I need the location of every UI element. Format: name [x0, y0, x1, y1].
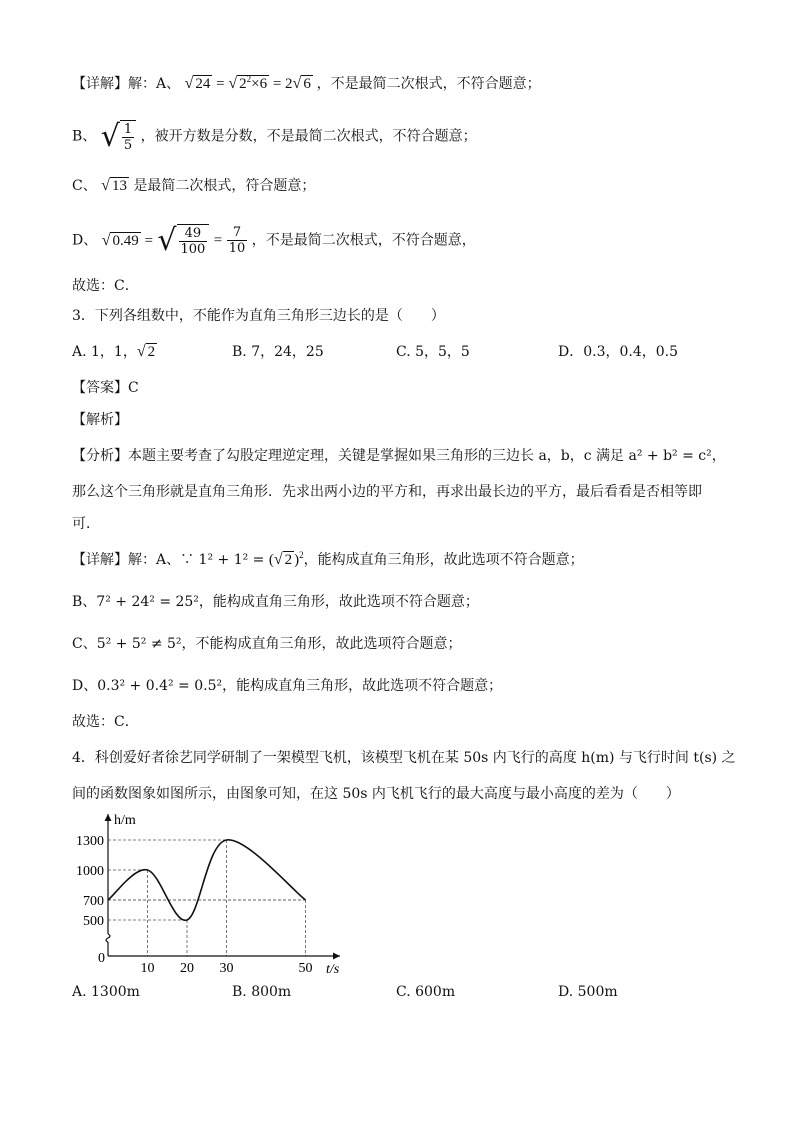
q2-d-rad: 0.49 [112, 232, 139, 249]
q2-c-rad: 13 [111, 178, 127, 194]
x-tick-50: 50 [298, 961, 313, 976]
q4-stem-line2: 间的函数图象如图所示，由图象可知，在这 50s 内飞机飞行的最大高度与最小高度的差为（ ） [72, 786, 680, 802]
q3-analysis-tag: 【解析】 [72, 412, 128, 428]
q2-a-rad-2: 2 [239, 76, 247, 92]
q2-a-rad-x6: ×6 [251, 76, 268, 92]
y-tick-1000: 1000 [76, 864, 104, 879]
q2-d-num1: 49 [179, 226, 208, 242]
x-tick-30: 30 [219, 961, 234, 976]
q3-analysis-line2: 那么这个三角形就是直角三角形．先求出两小边的平方和，再求出最长边的平方，最后看看是否相等即 [72, 484, 702, 500]
q2-a-prefix: 【详解】解：A、 [72, 76, 181, 92]
height-curve [108, 840, 306, 920]
q2-detail-c: C、 √ 13 是最简二次根式，符合题意； [72, 177, 316, 194]
q3-answer-value: C [128, 380, 139, 396]
q2-d-den1: 100 [180, 242, 206, 257]
q4-option-a[interactable]: A. 1300m [72, 984, 140, 1000]
q4-option-b[interactable]: B. 800m [232, 984, 292, 1000]
y-axis-label: h/m [114, 813, 136, 828]
q3-option-d: D．0.3，0.4，0.5 [558, 344, 679, 360]
q2-b-den: 5 [123, 138, 133, 153]
q2-d-num2: 7 [227, 225, 248, 241]
q3-option-a: A. 1，1，√ 2 [72, 343, 156, 360]
q3-answer [72, 378, 139, 398]
q2-detail-a: 【详解】解：A、 √ 24 = √ $2^2\times 6 = 2√$ 6 ，不是最简二次根式，不符合题意； [72, 74, 541, 92]
q2-detail-b: B、 √ $\frac{1}{5}$ ，被开方数是分数，不是最简二次根式，不符合题意； [72, 118, 477, 154]
y-axis-break [106, 934, 110, 942]
q2-d-den2: 10 [228, 241, 246, 256]
q3-analysis-line1: 【分析】本题主要考查了勾股定理逆定理，关键是掌握如果三角形的三边长 a，b，c 满足 a² + b² = c²， [72, 448, 726, 464]
origin-label: 0 [98, 951, 105, 966]
x-axis-label: t/s [326, 962, 340, 977]
y-tick-500: 500 [83, 914, 104, 929]
q3-detail-b: B、7² + 24² = 25²，能构成直角三角形，故此选项不符合题意； [72, 594, 479, 610]
q2-detail-d: D、 √ 0.49 = √ $\frac{49}{100}$ = $\frac{7}{10}$ ，不是最简二次根式，不符合题意， [72, 222, 476, 258]
q2-answer: 故选：C． [72, 278, 139, 294]
q2-a-eq2: = 2 [272, 76, 293, 92]
q3-detail-d: D、0.3² + 0.4² = 0.5²，能构成直角三角形，故此选项不符合题意； [72, 678, 503, 694]
q2-a-text: ，不是最简二次根式，不符合题意； [316, 76, 541, 92]
y-tick-700: 700 [83, 894, 104, 909]
q2-b-num: 1 [123, 122, 133, 137]
y-tick-labels [76, 834, 104, 929]
q3-detail-a-text: ，能构成直角三角形，故此选项不符合题意； [303, 552, 584, 568]
y-tick-1300: 1300 [76, 834, 104, 849]
height-time-chart [68, 808, 358, 978]
x-tick-10: 10 [140, 961, 155, 976]
q3-option-b: B. 7，24，25 [232, 344, 324, 360]
q2-a-rad-24: 24 [195, 76, 211, 92]
q3-option-a-rad: 2 [147, 344, 156, 360]
q3-detail-a-prefix: 【详解】解：A、∵ 1² + 1² = [72, 552, 265, 568]
dashed-guides [108, 840, 306, 956]
q3-stem: 3．下列各组数中，不能作为直角三角形三边长的是（ ） [72, 308, 445, 324]
q3-answer-tag: 【答案】 [72, 380, 128, 396]
x-tick-labels [141, 961, 313, 976]
q3-detail-a: 【详解】解：A、∵ 1² + 1² = (√ 2 )$^2$，能构成直角三角形，故此选项不符合题意； [72, 550, 584, 568]
q3-detail-c: C、5² + 5² ≠ 5²，不能构成直角三角形，故此选项符合题意； [72, 636, 462, 652]
q3-analysis-line3: 可． [72, 516, 100, 532]
q2-a-rad-6: 6 [303, 76, 311, 92]
q3-option-c: C. 5，5，5 [396, 344, 470, 360]
q2-d-text: ，不是最简二次根式，不符合题意， [251, 232, 476, 249]
x-tick-20: 20 [180, 961, 194, 976]
q2-b-text: ，被开方数是分数，不是最简二次根式，不符合题意； [140, 128, 477, 145]
q3-detail-a-rad: 2 [284, 552, 293, 568]
q2-d-prefix: D、 [72, 232, 98, 249]
q4-stem-line1: 4．科创爱好者徐艺同学研制了一架模型飞机，该模型飞机在某 50s 内飞行的高度 h(m) 与飞行时间 t(s) 之 [72, 750, 736, 766]
q4-option-c[interactable]: C. 600m [396, 984, 456, 1000]
q2-c-prefix: C、 [72, 178, 97, 194]
q4-option-d[interactable]: D. 500m [558, 984, 618, 1000]
q2-c-text: 是最简二次根式，符合题意； [133, 178, 316, 194]
q2-b-prefix: B、 [72, 128, 97, 145]
q3-option-a-label: A. 1，1， [72, 344, 137, 360]
q3-choose: 故选：C． [72, 714, 139, 730]
